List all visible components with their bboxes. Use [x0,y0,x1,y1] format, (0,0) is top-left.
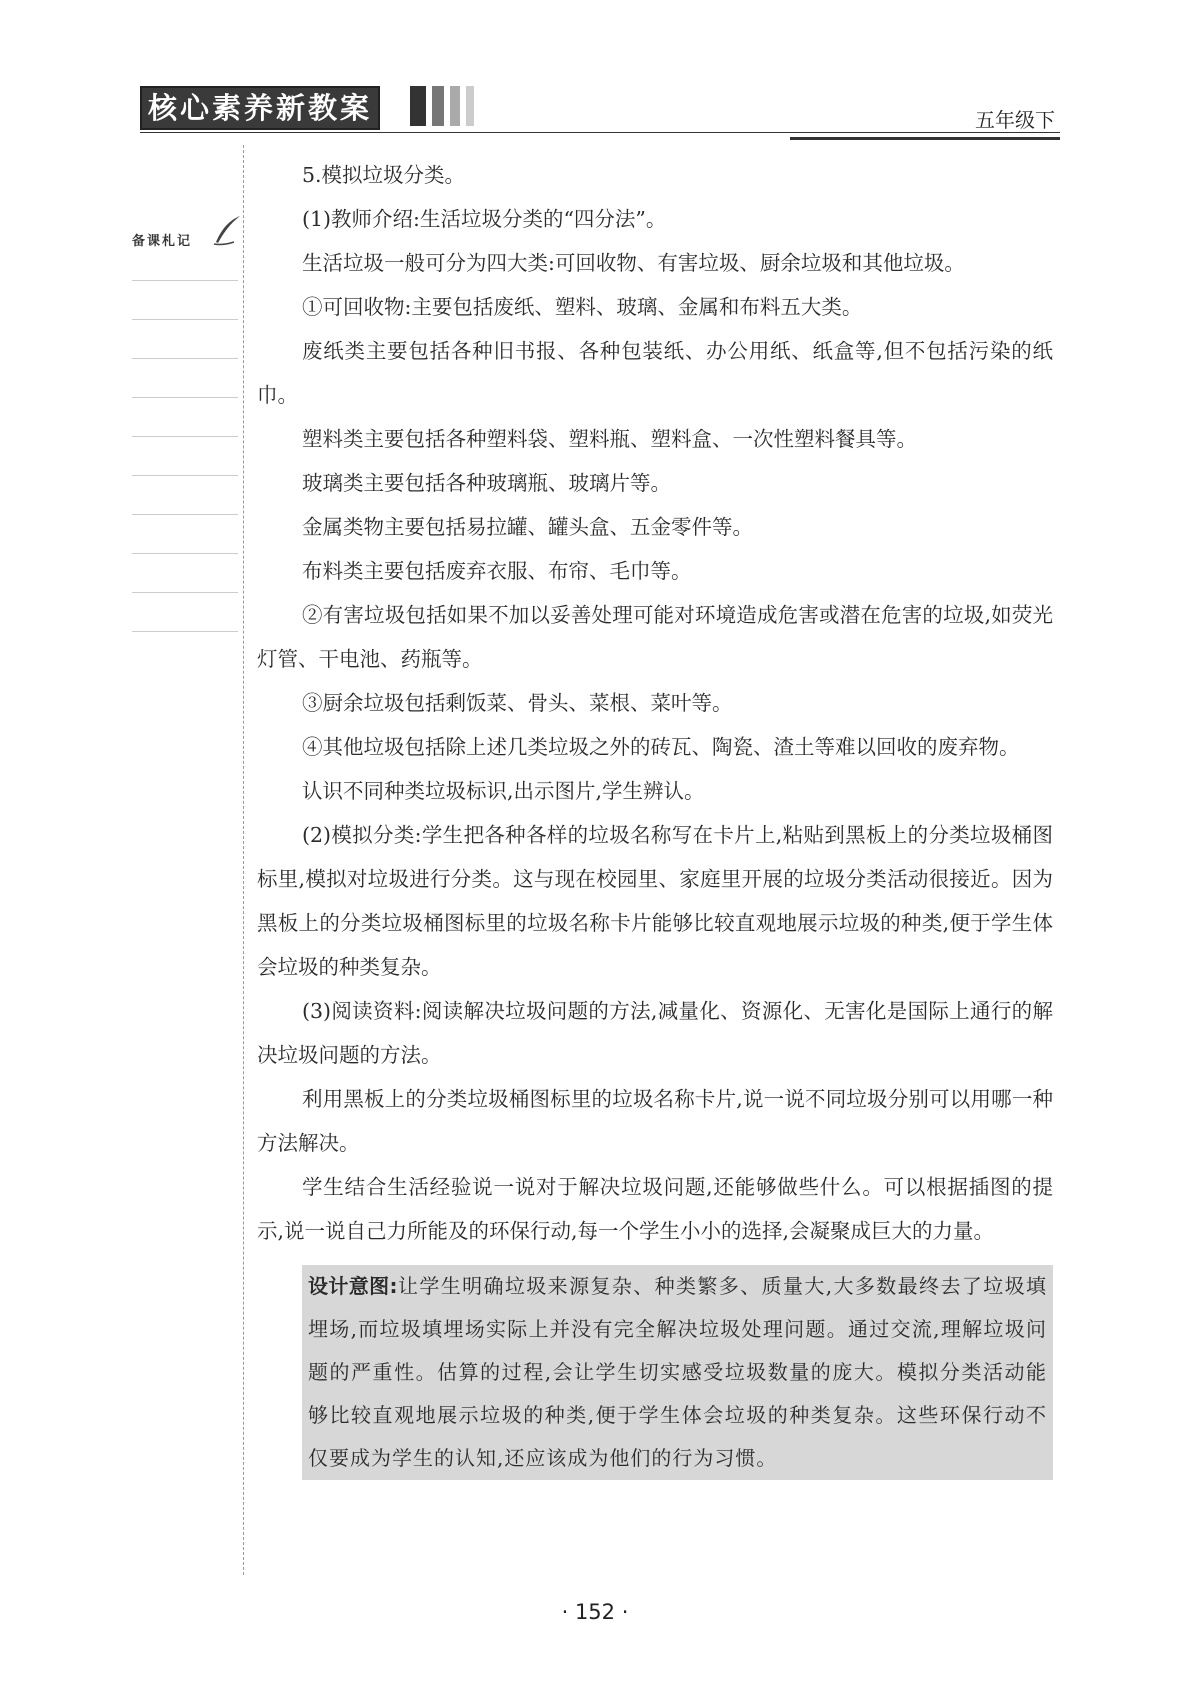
paragraph: 认识不同种类垃圾标识,出示图片,学生辨认。 [302,779,705,803]
margin-divider [243,145,244,1575]
paragraph: ②有害垃圾包括如果不加以妥善处理可能对环境造成危害或潜在危害的垃圾,如荧光灯管、干电池、药瓶等。 [257,603,1053,671]
section-heading: 5.模拟垃圾分类。 [302,163,466,187]
paragraph: 废纸类主要包括各种旧书报、各种包装纸、办公用纸、纸盒等,但不包括污染的纸巾。 [257,339,1053,407]
note-line [132,475,238,476]
paragraph: 学生结合生活经验说一说对于解决垃圾问题,还能够做些什么。可以根据插图的提示,说一说自己力所能及的环保行动,每一个学生小小的选择,会凝聚成巨大的力量。 [257,1175,1053,1243]
notes-label: 备课札记 [132,234,193,249]
grade-label: 五年级下 [975,108,1055,132]
paragraph: ④其他垃圾包括除上述几类垃圾之外的砖瓦、陶瓷、渣土等难以回收的废弃物。 [302,735,1020,759]
note-line [132,592,238,593]
paragraph: 玻璃类主要包括各种玻璃瓶、玻璃片等。 [302,471,671,495]
paragraph: 生活垃圾一般可分为四大类:可回收物、有害垃圾、厨余垃圾和其他垃圾。 [302,251,965,275]
main-content [257,153,1053,1480]
note-line [132,397,238,398]
paragraph: 布料类主要包括废弃衣服、布帘、毛巾等。 [302,559,692,583]
note-line [132,358,238,359]
design-intent-text: 让学生明确垃圾来源复杂、种类繁多、质量大,大多数最终去了垃圾填埋场,而垃圾填埋场实际上并没有完全解决垃圾处理问题。通过交流,理解垃圾问题的严重性。估算的过程,会让学生切实感受垃圾数量的庞大。模拟分类活动能够比较直观地展示垃圾的种类,便于学生体会垃圾的种类复杂。这些环保行动不仅要成为学生的认知,还应该成为他们的行为习惯。 [308,1274,1048,1470]
page-number: · 152 · [561,1600,629,1624]
paragraph: (2)模拟分类:学生把各种各样的垃圾名称写在卡片上,粘贴到黑板上的分类垃圾桶图标里,模拟对垃圾进行分类。这与现在校园里、家庭里开展的垃圾分类活动很接近。因为黑板上的分类垃圾桶图标里的垃圾名称卡片能够比较直观地展示垃圾的种类,便于学生体会垃圾的种类复杂。 [257,823,1053,979]
note-line [132,280,238,281]
design-intent-label: 设计意图: [308,1274,398,1298]
paragraph: 塑料类主要包括各种塑料袋、塑料瓶、塑料盒、一次性塑料餐具等。 [302,427,917,451]
note-line [132,436,238,437]
header-rule [140,132,1060,133]
paragraph: ③厨余垃圾包括剩饭菜、骨头、菜根、菜叶等。 [302,691,733,715]
note-line [132,319,238,320]
paragraph: 金属类物主要包括易拉罐、罐头盒、五金零件等。 [302,515,753,539]
note-line [132,553,238,554]
note-line [132,631,238,632]
paragraph: 利用黑板上的分类垃圾桶图标里的垃圾名称卡片,说一说不同垃圾分别可以用哪一种方法解决。 [257,1087,1053,1155]
paragraph: (3)阅读资料:阅读解决垃圾问题的方法,减量化、资源化、无害化是国际上通行的解决垃圾问题的方法。 [257,999,1053,1067]
note-line [132,514,238,515]
quill-icon [210,214,244,248]
header-rule-thick [790,137,1060,140]
paragraph: ①可回收物:主要包括废纸、塑料、玻璃、金属和布料五大类。 [302,295,863,319]
book-title: 核心素养新教案 [140,86,380,130]
design-intent-box [302,1265,1053,1480]
paragraph: (1)教师介绍:生活垃圾分类的“四分法”。 [302,207,667,231]
